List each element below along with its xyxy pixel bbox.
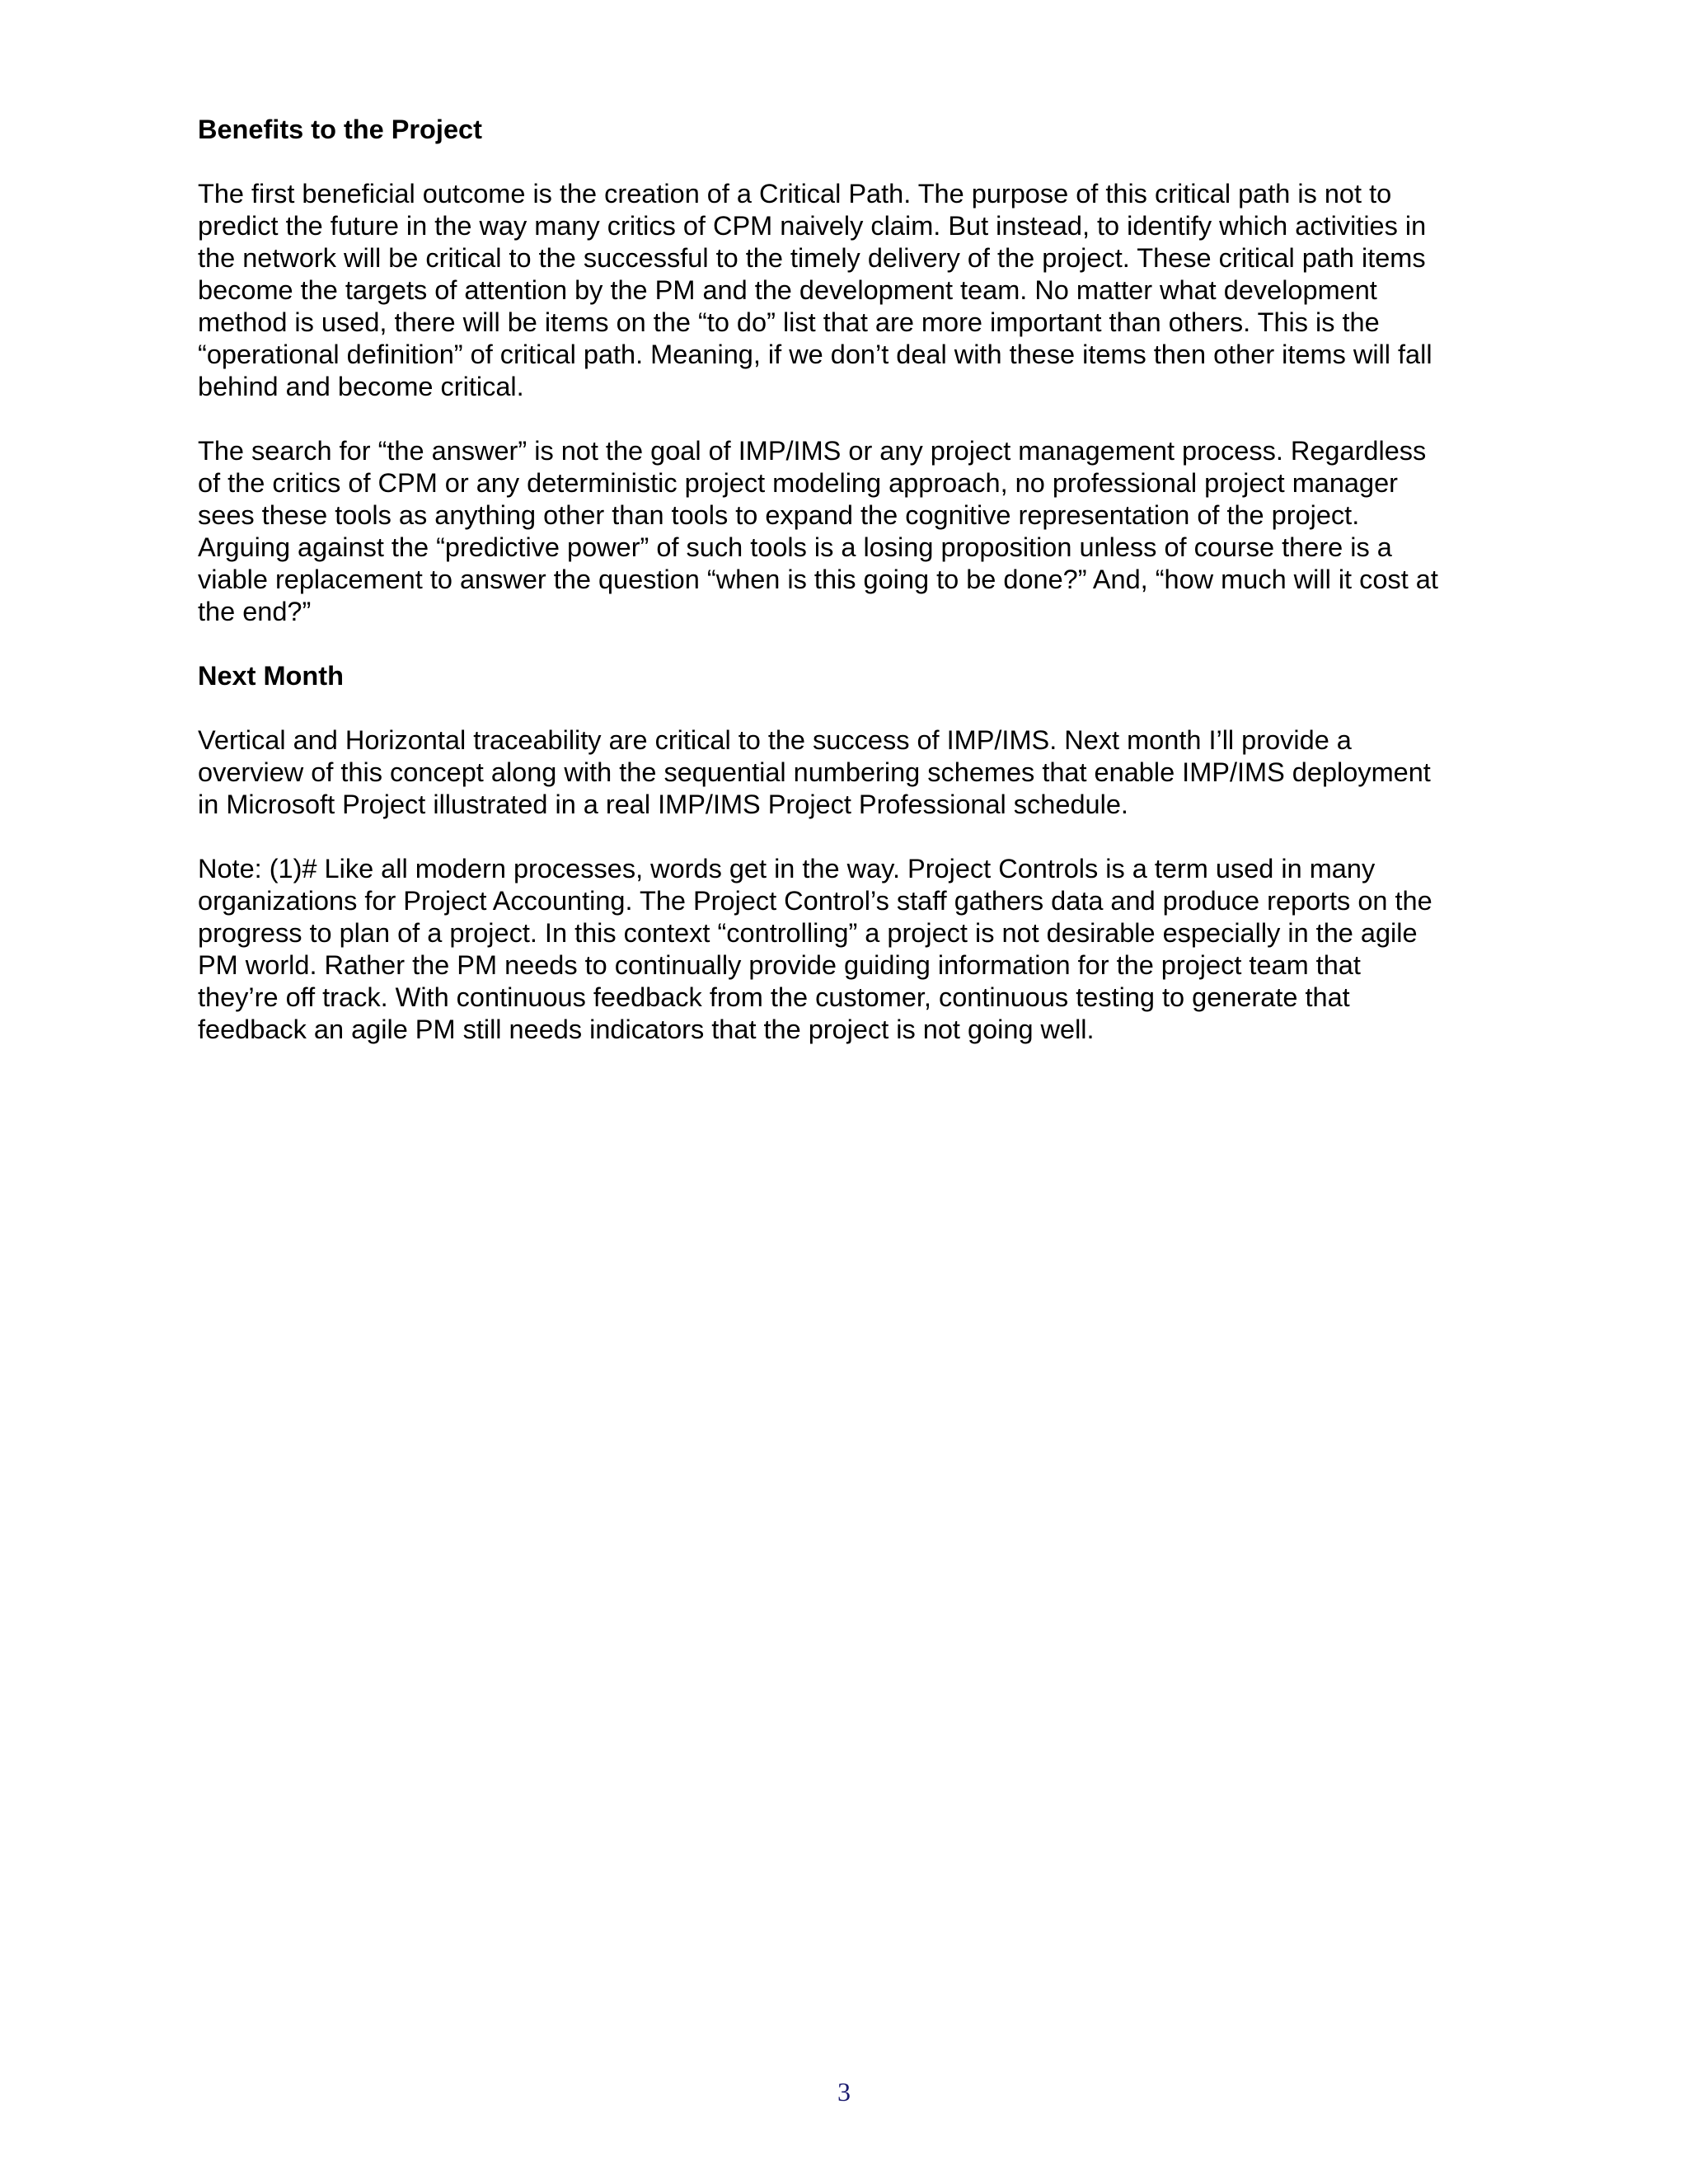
section-benefits — [198, 114, 1500, 628]
section-heading: Next Month — [198, 661, 344, 691]
text-line: The search for “the answer” is not the goal of IMP/IMS or any project management process. Regardless — [198, 436, 1427, 466]
text-line: predict the future in the way many critics of CPM naively claim. But instead, to identify which activities in — [198, 211, 1427, 241]
paragraph — [198, 178, 1500, 403]
text-line: organizations for Project Accounting. The Project Control’s staff gathers data and produce reports on the — [198, 886, 1432, 916]
text-line: Arguing against the “predictive power” of such tools is a losing proposition unless of course there is a — [198, 532, 1392, 562]
document-body — [198, 114, 1500, 1078]
text-line: the network will be critical to the successful to the timely delivery of the project. These critical path items — [198, 243, 1426, 273]
text-line: they’re off track. With continuous feedback from the customer, continuous testing to generate that — [198, 982, 1350, 1012]
text-line: of the critics of CPM or any deterministic project modeling approach, no professional project manager — [198, 468, 1398, 498]
text-line: Vertical and Horizontal traceability are critical to the success of IMP/IMS. Next month I’ll provide a — [198, 725, 1352, 755]
text-line: method is used, there will be items on the “to do” list that are more important than others. This is the — [198, 307, 1380, 337]
text-line: sees these tools as anything other than tools to expand the cognitive representation of the project. — [198, 500, 1360, 530]
paragraph — [198, 853, 1500, 1046]
text-line: progress to plan of a project. In this context “controlling” a project is not desirable especially in the agile — [198, 918, 1418, 948]
text-line: feedback an agile PM still needs indicators that the project is not going well. — [198, 1015, 1095, 1044]
text-line: behind and become critical. — [198, 372, 524, 401]
page-number: 3 — [837, 2077, 851, 2107]
text-line: The first beneficial outcome is the creation of a Critical Path. The purpose of this critical path is not to — [198, 179, 1392, 209]
text-line: overview of this concept along with the sequential numbering schemes that enable IMP/IMS deployment — [198, 757, 1431, 787]
text-line: viable replacement to answer the question “when is this going to be done?” And, “how much will it cost at — [198, 565, 1438, 594]
text-line: become the targets of attention by the PM and the development team. No matter what development — [198, 275, 1377, 305]
text-line: in Microsoft Project illustrated in a real IMP/IMS Project Professional schedule. — [198, 790, 1128, 819]
section-next-month — [198, 660, 1500, 1046]
text-line: the end?” — [198, 597, 312, 626]
paragraph — [198, 724, 1500, 821]
text-line: Note: (1)# Like all modern processes, words get in the way. Project Controls is a term used in many — [198, 854, 1376, 883]
text-line: PM world. Rather the PM needs to continually provide guiding information for the project team that — [198, 950, 1361, 980]
text-line: “operational definition” of critical path. Meaning, if we don’t deal with these items then other items will fall — [198, 340, 1432, 369]
section-heading: Benefits to the Project — [198, 115, 482, 144]
paragraph — [198, 435, 1500, 628]
